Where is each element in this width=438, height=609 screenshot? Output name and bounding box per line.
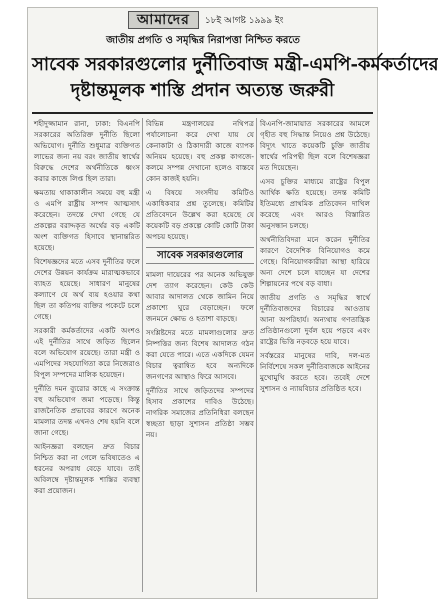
article-kicker: জাতীয় প্রগতি ও সমৃদ্ধির নিরাপত্তা নিশ্চিত করতে <box>106 35 300 46</box>
headline-line-2: দৃষ্টান্তমূলক শাস্তি প্রদান অত্যন্ত জরুরী <box>70 80 335 101</box>
paragraph: বিশেষজ্ঞদের মতে এসব দুর্নীতির ফলে দেশের উন্নয়ন কার্যক্রম মারাত্মকভাবে ব্যাহত হয়েছে। সাধারণ মানুষের কল্যাণে যে অর্থ ব্যয় হওয়ার কথা ছিল তা কতিপয় ব্যক্তির পকেটে চলে গেছে। <box>34 257 140 321</box>
newspaper-name: আমাদের <box>128 11 199 29</box>
article-column-3 <box>260 118 370 594</box>
paragraph: শহীদুজ্জামান রানা, ঢাকা: বিএনপি সরকারের অতিরিক্ত দুর্নীতি ছিলো অভিযোগ। দুর্নীতি শুধুমাত্র ব্যক্তিগত লাভের জন্য নয় বরং জাতীয় স্বার্থের বিরুদ্ধে দেশের অর্থনীতিকে ধ্বংস করার কাজে লিপ্ত ছিল তারা। <box>34 119 140 183</box>
newspaper-clipping <box>28 8 438 598</box>
masthead <box>128 10 306 30</box>
issue-date: ১৮ই আগষ্ট ১৯৯৯ ইং <box>204 15 284 26</box>
paragraph: অর্থনীতিবিদরা মনে করেন দুর্নীতির কারণে বৈদেশিক বিনিয়োগও কমে গেছে। বিনিয়োগকারীরা আস্থা হারিয়ে অন্য দেশে চলে যাচ্ছেন যা দেশের শিল্পায়নের পথে বড় বাধা। <box>260 235 370 288</box>
article-column-1 <box>34 118 140 594</box>
article-headline <box>32 52 438 104</box>
article-column-2 <box>146 118 254 594</box>
paragraph: ক্ষমতায় থাকাকালীন সময়ে বহু মন্ত্রী ও এমপি রাষ্ট্রীয় সম্পদ আত্মসাৎ করেছেন। তদন্তে দেখা গেছে যে প্রকল্পের বরাদ্দকৃত অর্থের বড় একটি অংশ ব্যক্তিগত হিসাবে স্থানান্তরিত হয়েছে। <box>34 188 140 252</box>
paragraph: মামলা দায়েরের পর অনেক অভিযুক্ত দেশ ত্যাগ করেছেন। কেউ কেউ আবার আদালত থেকে জামিন নিয়ে প্রকাশ্যে ঘুরে বেড়াচ্ছেন। ফলে জনমনে ক্ষোভ ও হতাশা বাড়ছে। <box>146 270 254 323</box>
paragraph: আইনজ্ঞরা বলছেন দ্রুত বিচার নিশ্চিত করা না গেলে ভবিষ্যতেও এ ধরনের অপরাধ বেড়ে যাবে। তাই অবিলম্বে দৃষ্টান্তমূলক শাস্তির ব্যবস্থা করা প্রয়োজন। <box>34 442 140 495</box>
paragraph: বিএনপি-জামায়াত সরকারের আমলে গৃহীত বহু সিদ্ধান্ত নিয়েও প্রশ্ন উঠেছে। বিদ্যুৎ খাতে কয়েকটি চুক্তি জাতীয় স্বার্থের পরিপন্থী ছিল বলে বিশেষজ্ঞরা মত দিয়েছেন। <box>260 119 370 172</box>
paragraph: দুর্নীতির সাথে জড়িতদের সম্পদের হিসাব প্রকাশের দাবিও উঠেছে। নাগরিক সমাজের প্রতিনিধিরা বলছেন স্বচ্ছতা ছাড়া সুশাসন প্রতিষ্ঠা সম্ভব নয়। <box>146 386 254 439</box>
paragraph: দুর্নীতি দমন ব্যুরোর কাছে এ সংক্রান্ত বহু অভিযোগ জমা পড়েছে। কিন্তু রাজনৈতিক প্রভাবের কারণে অনেক মামলার তদন্ত এখনও শেষ হয়নি বলে জানা গেছে। <box>34 384 140 437</box>
paragraph: সরকারী কর্মকর্তাদের একটি অংশও এই দুর্নীতির সাথে জড়িত ছিলেন বলে অভিযোগ রয়েছে। তারা মন্ত্রী ও এমপিদের সহযোগিতা করে নিজেরাও বিপুল সম্পদের মালিক হয়েছেন। <box>34 326 140 379</box>
paragraph: বিভিন্ন মন্ত্রণালয়ের নথিপত্র পর্যালোচনা করে দেখা যায় যে কেনাকাটা ও ঠিকাদারী কাজে ব্যাপক অনিয়ম হয়েছে। বহু প্রকল্প কাগজে-কলমে সম্পন্ন দেখানো হলেও বাস্তবে কোন কাজই হয়নি। <box>146 119 254 183</box>
headline-rule <box>32 112 373 114</box>
paragraph: এসব চুক্তির মাধ্যমে রাষ্ট্রের বিপুল আর্থিক ক্ষতি হয়েছে। তদন্ত কমিটি ইতিমধ্যে প্রাথমিক প্রতিবেদন দাখিল করেছে এবং আরও বিস্তারিত অনুসন্ধান চলছে। <box>260 177 370 230</box>
paragraph: সংশ্লিষ্টদের মতে মামলাগুলোর দ্রুত নিষ্পত্তির জন্য বিশেষ আদালত গঠন করা যেতে পারে। এতে একদিকে যেমন বিচার ত্বরান্বিত হবে অন্যদিকে জনগণের আস্থাও ফিরে আসবে। <box>146 328 254 381</box>
column-divider <box>142 118 143 592</box>
headline-line-1: সাবেক সরকারগুলোর দুর্নীতিবাজ মন্ত্রী-এমপি-কর্মকর্তাদের <box>32 54 438 75</box>
column-divider <box>256 118 257 592</box>
paragraph: জাতীয় প্রগতি ও সমৃদ্ধির স্বার্থে দুর্নীতিবাজদের বিচারের আওতায় আনা অপরিহার্য। অন্যথায় গণতান্ত্রিক প্রতিষ্ঠানগুলো দুর্বল হয়ে পড়বে এবং রাষ্ট্রের ভিত্তি নড়বড়ে হয়ে যাবে। <box>260 293 370 346</box>
article-subhead: সাবেক সরকারগুলোর <box>146 247 254 264</box>
paragraph: সর্বস্তরের মানুষের দাবি, দল-মত নির্বিশেষে সকল দুর্নীতিবাজকে আইনের মুখোমুখি করতে হবে। তবেই দেশে সুশাসন ও ন্যায়বিচার প্রতিষ্ঠিত হবে। <box>260 351 370 393</box>
paragraph: এ বিষয়ে সংসদীয় কমিটিও একাধিকবার প্রশ্ন তুলেছে। কমিটির প্রতিবেদনে উল্লেখ করা হয়েছে যে কয়েকটি বড় প্রকল্পে কোটি কোটি টাকা অপচয় হয়েছে। <box>146 188 254 241</box>
